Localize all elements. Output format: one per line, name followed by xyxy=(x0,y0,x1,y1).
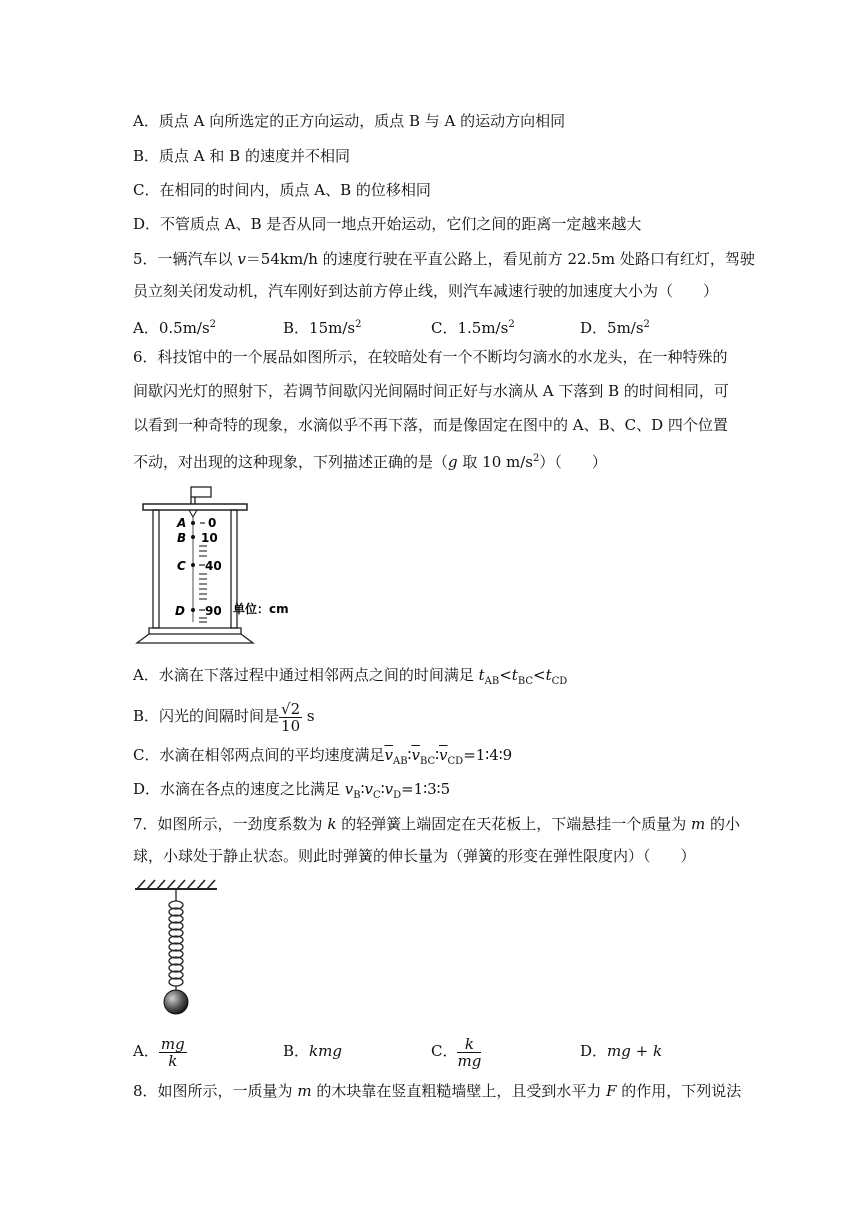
water-drop-d xyxy=(191,608,195,612)
q5-option-b: B．$15m/s^2$ xyxy=(283,319,362,337)
q6-option-b: B．闪光的间隔时间是 $\frac{√2}{10}$ s xyxy=(133,699,315,735)
q6-stem-line1: 6．科技馆中的一个展品如图所示，在较暗处有一个不断均匀滴水的水龙头，在一种特殊的 xyxy=(133,348,728,366)
faucet-icon xyxy=(191,487,211,497)
q5-option-a: A．$0.5m/s^2$ xyxy=(133,319,217,337)
q7-stem-line1: 7．如图所示，一劲度系数为 k 的轻弹簧上端固定在天花板上，下端悬挂一个质量为 m 的小 xyxy=(133,815,740,833)
q5-option-c: C．$1.5m/s^2$ xyxy=(431,319,515,337)
base-upper xyxy=(149,628,241,634)
q7-option-c: C． $\frac{k}{mg}$ xyxy=(431,1034,482,1070)
q5-stem-line2: 员立刻关闭发动机，汽车刚好到达前方停止线，则汽车减速行驶的加速度大小为（ ） xyxy=(133,282,719,300)
q8-stem-line1: 8．如图所示，一质量为 m 的木块靠在竖直粗糙墙壁上，且受到水平力 F 的作用，下列说法 xyxy=(133,1082,742,1100)
spring-ball-figure xyxy=(133,877,233,1017)
label-b: B xyxy=(177,531,187,545)
q7-option-a: A． $\frac{mg}{k}$ xyxy=(133,1034,185,1070)
fraction-k-over-mg: $\frac{k}{mg}$ xyxy=(457,1034,482,1070)
spring-coil xyxy=(169,901,183,986)
q6-option-c: C．水滴在相邻两点间的平均速度满足$\overline{v}_{AB}∶\overline{v}_{BC}∶\overline{v}_{CD}=1∶4∶9$ xyxy=(133,746,513,767)
q4-option-b: B．质点 A 和 B 的速度并不相同 xyxy=(133,147,350,165)
q6-option-d: D．水滴在各点的速度之比满足 $v_B∶v_C∶v_D=1∶3∶5$ xyxy=(133,780,451,801)
fraction-sqrt2-over-10: $\frac{√2}{10}$ xyxy=(281,699,301,735)
left-column xyxy=(153,510,159,628)
unit-label: 单位：cm xyxy=(233,602,289,616)
q4-option-c: C．在相同的时间内，质点 A、B 的位移相同 xyxy=(133,181,431,199)
q6-stem-line4: 不动，对出现的这种现象，下列描述正确的是（g 取 10 $m/s^2$）（ ） xyxy=(133,453,607,471)
faucet-drip-figure xyxy=(133,485,313,647)
label-a: A xyxy=(177,516,187,530)
q6-option-a: A．水滴在下落过程中通过相邻两点之间的时间满足 $t_{AB}<t_{BC}<t_{CD}$ xyxy=(133,666,568,687)
q7-option-b: B．kmg xyxy=(283,1042,342,1060)
fraction-mg-over-k: $\frac{mg}{k}$ xyxy=(160,1034,185,1070)
scale-40: 40 xyxy=(205,559,222,573)
q7-option-d: D．mg + k xyxy=(580,1042,663,1060)
label-c: C xyxy=(177,559,186,573)
label-d: D xyxy=(175,604,185,618)
scale-10: 10 xyxy=(201,531,218,545)
q4-option-d: D．不管质点 A、B 是否从同一地点开始运动，它们之间的距离一定越来越大 xyxy=(133,215,642,233)
q4-option-a: A．质点 A 向所选定的正方向运动，质点 B 与 A 的运动方向相同 xyxy=(133,112,566,130)
q6-stem-line2: 间歇闪光灯的照射下，若调节间歇闪光间隔时间正好与水滴从 A 下落到 B 的时间相同，可 xyxy=(133,382,729,400)
q7-stem-line2: 球，小球处于静止状态。则此时弹簧的伸长量为（弹簧的形变在弹性限度内）（ ） xyxy=(133,847,696,865)
ceiling-hatch xyxy=(137,880,215,889)
q5-option-d: D．$5m/s^2$ xyxy=(580,319,650,337)
scale-90: 90 xyxy=(205,604,222,618)
scale-0: 0 xyxy=(208,516,217,530)
top-plate xyxy=(143,504,247,510)
q5-stem-line1: 5．一辆汽车以 v＝54km/h 的速度行驶在平直公路上，看见前方 22.5m 处路口有红灯，驾驶 xyxy=(133,250,755,268)
water-drop-b xyxy=(191,535,195,539)
water-drop-c xyxy=(191,563,195,567)
q6-stem-line3: 以看到一种奇特的现象，水滴似乎不再下落，而是像固定在图中的 A、B、C、D 四个位置 xyxy=(133,416,728,434)
water-drop-a xyxy=(191,521,195,525)
ball xyxy=(164,990,188,1014)
base-lower xyxy=(137,634,253,643)
